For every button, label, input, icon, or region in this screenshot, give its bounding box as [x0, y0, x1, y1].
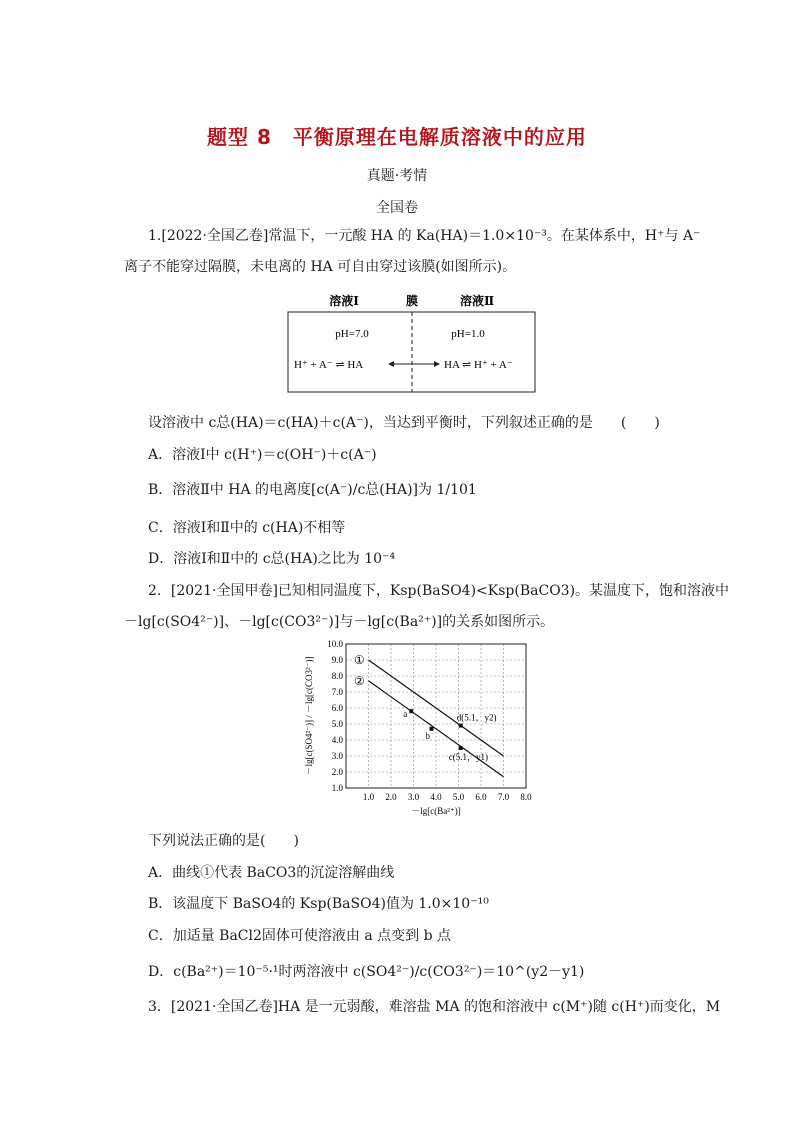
arrow-right-head	[434, 361, 440, 367]
x-tick-label: 2.0	[385, 792, 397, 802]
diagram-frame	[288, 312, 535, 392]
page-title: 题型 8 平衡原理在电解质溶液中的应用	[207, 125, 587, 149]
x-tick-label: 8.0	[520, 792, 532, 802]
series-label-2: ②	[354, 673, 365, 688]
diagram-ph-left: pH=7.0	[335, 328, 369, 340]
membrane-diagram	[282, 291, 542, 399]
x-tick-label: 4.0	[430, 792, 442, 802]
membrane-diagram-svg	[282, 291, 542, 399]
point-label: a	[403, 709, 408, 720]
q2-option-d: D．c(Ba²⁺)＝10⁻⁵·¹时两溶液中 c(SO4²⁻)/c(CO3²⁻)＝10^(y2－y1)	[148, 964, 585, 980]
x-tick-label: 5.0	[452, 792, 465, 802]
x-axis-label: －lg[c(Ba²⁺)]	[411, 806, 461, 816]
y-tick-label: 9.0	[331, 655, 343, 665]
q2-option-a: A．曲线①代表 BaCO3的沉淀溶解曲线	[148, 865, 395, 881]
solubility-chart-svg	[290, 636, 540, 826]
diagram-ph-right: pH=1.0	[451, 328, 485, 340]
q2-intro-line1: 2．[2021·全国甲卷]已知相同温度下，Ksp(BaSO4)<Ksp(BaCO3)。某温度下，饱和溶液中	[148, 583, 730, 599]
x-tick-label: 7.0	[497, 792, 510, 802]
q3-intro-line1: 3．[2021·全国乙卷]HA 是一元弱酸，难溶盐 MA 的饱和溶液中 c(M⁺)随 c(H⁺)而变化，M	[148, 999, 721, 1015]
data-point	[409, 709, 413, 713]
diagram-label-left: 溶液Ⅰ	[329, 294, 359, 308]
series-line-2	[369, 681, 504, 777]
q2-option-b: B．该温度下 BaSO4的 Ksp(BaSO4)值为 1.0×10⁻¹⁰	[148, 896, 489, 912]
diagram-eq-left: H⁺ + A⁻ ⇌ HA	[294, 359, 364, 371]
point-label: d(5.1，y2)	[456, 712, 497, 723]
y-tick-label: 1.0	[331, 783, 343, 793]
y-axis-label: －lg[c(SO4²⁻)] / －lg[c(CO3²⁻)]	[304, 656, 314, 776]
q1-intro-line1: 1.[2022·全国乙卷]常温下，一元酸 HA 的 Ka(HA)＝1.0×10⁻³。在某体系中，H⁺与 A⁻	[148, 228, 701, 244]
arrow-left-head	[388, 361, 394, 367]
y-tick-label: 8.0	[331, 671, 343, 681]
y-tick-label: 2.0	[331, 767, 343, 777]
point-label: b	[425, 730, 430, 741]
q1-intro-line2: 离子不能穿过隔膜，未电离的 HA 可自由穿过该膜(如图所示)。	[124, 259, 517, 275]
q2-intro-line2: －lg[c(SO4²⁻)]、－lg[c(CO3²⁻)]与－lg[c(Ba²⁺)]的关系如图所示。	[124, 614, 555, 630]
q1-option-b: B．溶液Ⅱ中 HA 的电离度[c(A⁻)/c总(HA)]为 1/101	[148, 482, 477, 498]
diagram-eq-right: HA ⇌ H⁺ + A⁻	[444, 359, 513, 371]
q1-option-d: D．溶液Ⅰ和Ⅱ中的 c总(HA)之比为 10⁻⁴	[148, 551, 396, 567]
y-tick-label: 10.0	[327, 639, 343, 649]
diagram-label-membrane: 膜	[405, 294, 419, 308]
q1-option-a: A．溶液Ⅰ中 c(H⁺)＝c(OH⁻)＋c(A⁻)	[148, 447, 377, 463]
y-tick-label: 3.0	[331, 751, 343, 761]
x-tick-label: 3.0	[407, 792, 420, 802]
q1-stem: 设溶液中 c总(HA)＝c(HA)＋c(A⁻)，当达到平衡时，下列叙述正确的是 ( )	[148, 415, 660, 431]
q2-stem: 下列说法正确的是( )	[148, 833, 299, 849]
subsection-heading: 全国卷	[376, 200, 418, 216]
y-tick-label: 4.0	[331, 735, 343, 745]
y-tick-label: 6.0	[331, 703, 343, 713]
q2-option-c: C．加适量 BaCl2固体可使溶液由 a 点变到 b 点	[148, 928, 452, 944]
point-label: c(5.1，y1)	[448, 752, 488, 762]
series-label-1: ①	[354, 653, 365, 667]
section-heading: 真题·考情	[366, 168, 428, 184]
data-point	[430, 727, 434, 731]
y-tick-label: 7.0	[331, 687, 343, 697]
x-tick-label: 6.0	[475, 792, 487, 802]
data-point	[459, 746, 463, 750]
data-point	[459, 724, 463, 728]
diagram-label-right: 溶液Ⅱ	[459, 294, 495, 308]
y-tick-label: 5.0	[331, 719, 343, 729]
q1-option-c: C．溶液Ⅰ和Ⅱ中的 c(HA)不相等	[148, 520, 346, 536]
x-tick-label: 1.0	[362, 792, 375, 802]
solubility-chart	[290, 636, 540, 826]
